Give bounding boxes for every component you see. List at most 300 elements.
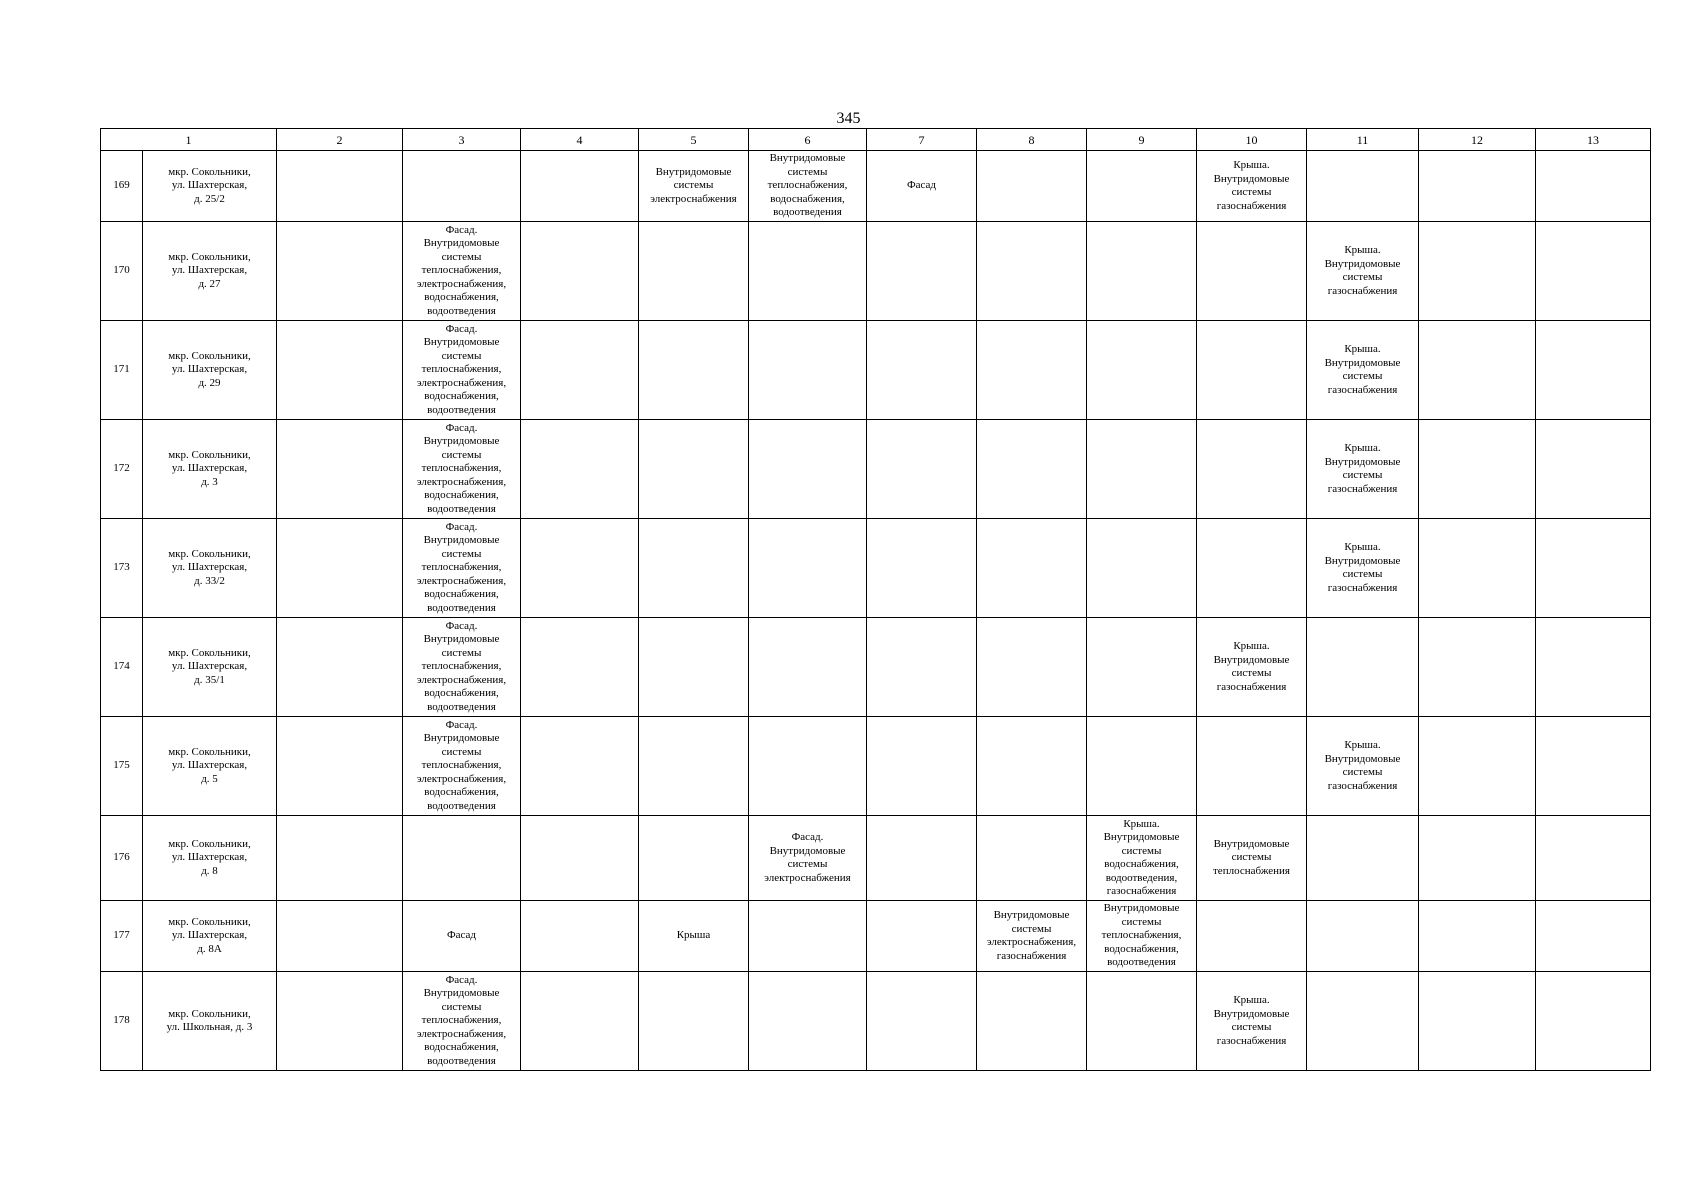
table-row xyxy=(101,618,1651,717)
address-cell xyxy=(143,519,277,618)
work-line: газоснабжения xyxy=(1327,383,1398,396)
work-line: водоснабжения, xyxy=(424,390,499,403)
work-line: Крыша. xyxy=(1233,159,1270,171)
address-line: мкр. Сокольники, xyxy=(168,915,251,928)
work-line: Фасад. xyxy=(445,520,478,533)
work-cell-c3 xyxy=(403,321,521,420)
work-line: Фасад xyxy=(906,179,937,192)
work-line: водоснабжения, xyxy=(1104,858,1179,870)
work-cell-c10 xyxy=(1197,816,1307,901)
work-cell-c6 xyxy=(749,420,867,519)
work-line: газоснабжения xyxy=(1216,1034,1287,1047)
work-cell-c4 xyxy=(521,151,639,222)
address-line: д. 8 xyxy=(201,864,218,877)
work-cell-c5 xyxy=(639,321,749,420)
work-cell-c5 xyxy=(639,222,749,321)
work-line: системы xyxy=(1121,915,1162,928)
work-line: теплоснабжения, xyxy=(421,363,502,376)
address-line: д. 29 xyxy=(198,376,221,389)
work-cell-c12 xyxy=(1419,321,1536,420)
work-line: системы xyxy=(441,250,482,263)
work-cell-c6 xyxy=(749,717,867,816)
work-cell-c12 xyxy=(1419,420,1536,519)
work-cell-c8 xyxy=(977,420,1087,519)
work-line: системы xyxy=(441,349,482,362)
work-cell-c9 xyxy=(1087,717,1197,816)
work-line: газоснабжения xyxy=(1327,581,1398,594)
column-header: 10 xyxy=(1197,129,1307,151)
address-line: ул. Школьная, д. 3 xyxy=(166,1021,253,1033)
work-cell-c6 xyxy=(749,618,867,717)
work-cell-c12 xyxy=(1419,972,1536,1071)
address-line: д. 35/1 xyxy=(194,673,225,686)
column-header: 1 xyxy=(101,129,277,151)
work-line: водоотведения xyxy=(427,304,496,317)
work-cell-c5 xyxy=(639,618,749,717)
work-line: Крыша. xyxy=(1344,541,1381,553)
work-line: водоснабжения, xyxy=(424,588,499,601)
work-line: Внутридомовые xyxy=(423,987,500,1000)
column-header: 13 xyxy=(1536,129,1651,151)
work-cell-c11 xyxy=(1307,618,1419,717)
work-line: Внутридомовые xyxy=(423,435,500,448)
work-line: водоснабжения, xyxy=(424,786,499,799)
address-cell xyxy=(143,816,277,901)
work-line: водоотведения, xyxy=(1105,871,1178,884)
work-line: Фасад. xyxy=(445,322,478,335)
row-number: 169 xyxy=(101,151,143,222)
work-line: Фасад. xyxy=(791,831,824,843)
table-row xyxy=(101,816,1651,901)
work-line: Внутридомовые xyxy=(769,152,846,165)
row-number: 171 xyxy=(101,321,143,420)
work-line: водоотведения xyxy=(773,206,842,219)
work-line: Фасад xyxy=(446,929,477,942)
work-line: Крыша. xyxy=(1344,739,1381,751)
work-cell-c12 xyxy=(1419,717,1536,816)
row-number: 174 xyxy=(101,618,143,717)
row-number: 176 xyxy=(101,816,143,901)
work-cell-c3 xyxy=(403,717,521,816)
address-line: мкр. Сокольники, xyxy=(168,837,251,850)
address-line: мкр. Сокольники, xyxy=(168,250,251,263)
address-line: д. 33/2 xyxy=(194,574,225,587)
work-line: теплоснабжения, xyxy=(421,462,502,475)
address-cell xyxy=(143,151,277,222)
work-cell-c12 xyxy=(1419,618,1536,717)
work-line: Внутридомовые xyxy=(993,909,1070,921)
column-header: 11 xyxy=(1307,129,1419,151)
work-line: Крыша. xyxy=(1123,817,1160,830)
address-line: ул. Шахтерская, xyxy=(171,264,248,277)
work-cell-c9 xyxy=(1087,321,1197,420)
work-line: газоснабжения xyxy=(996,949,1067,962)
work-line: Фасад. xyxy=(445,619,478,632)
work-line: водоснабжения, xyxy=(424,291,499,304)
row-number: 177 xyxy=(101,901,143,972)
work-cell-c4 xyxy=(521,717,639,816)
work-line: Внутридомовые xyxy=(423,336,500,349)
work-line: газоснабжения xyxy=(1216,199,1287,212)
work-cell-c5 xyxy=(639,519,749,618)
work-cell-c7 xyxy=(867,151,977,222)
work-cell-c12 xyxy=(1419,519,1536,618)
work-cell-c13 xyxy=(1536,717,1651,816)
work-cell-c13 xyxy=(1536,618,1651,717)
work-cell-c11 xyxy=(1307,717,1419,816)
work-cell-c13 xyxy=(1536,816,1651,901)
work-cell-c9 xyxy=(1087,618,1197,717)
work-cell-c3 xyxy=(403,420,521,519)
work-line: теплоснабжения, xyxy=(421,561,502,574)
work-cell-c6 xyxy=(749,816,867,901)
work-line: газоснабжения xyxy=(1327,482,1398,495)
work-line: Внутридомовые xyxy=(1324,752,1401,765)
work-line: водоотведения xyxy=(1107,956,1176,969)
address-line: мкр. Сокольники, xyxy=(168,349,251,362)
work-line: водоотведения xyxy=(427,601,496,614)
work-cell-c13 xyxy=(1536,321,1651,420)
work-line: Внутридомовые xyxy=(1324,356,1401,369)
address-cell xyxy=(143,222,277,321)
row-number: 172 xyxy=(101,420,143,519)
work-cell-c10 xyxy=(1197,519,1307,618)
work-cell-c4 xyxy=(521,972,639,1071)
work-line: системы xyxy=(1342,469,1383,481)
work-line: Внутридомовые xyxy=(1324,554,1401,567)
column-header: 7 xyxy=(867,129,977,151)
work-cell-c9 xyxy=(1087,420,1197,519)
address-line: ул. Шахтерская, xyxy=(171,363,248,376)
work-cell-c2 xyxy=(277,816,403,901)
work-cell-c3 xyxy=(403,816,521,901)
work-line: водоснабжения, xyxy=(424,687,499,700)
work-cell-c13 xyxy=(1536,222,1651,321)
work-line: Крыша. xyxy=(1344,244,1381,256)
work-cell-c3 xyxy=(403,901,521,972)
work-cell-c13 xyxy=(1536,519,1651,618)
work-line: системы xyxy=(441,448,482,461)
work-cell-c6 xyxy=(749,321,867,420)
work-cell-c8 xyxy=(977,618,1087,717)
address-line: ул. Шахтерская, xyxy=(171,660,248,673)
work-cell-c2 xyxy=(277,901,403,972)
work-line: водоотведения xyxy=(427,799,496,812)
work-line: водоснабжения, xyxy=(424,489,499,502)
table-row xyxy=(101,222,1651,321)
work-line: системы xyxy=(1342,370,1383,382)
work-cell-c10 xyxy=(1197,151,1307,222)
work-cell-c10 xyxy=(1197,420,1307,519)
work-line: Внутридомовые xyxy=(655,165,732,178)
work-cell-c10 xyxy=(1197,717,1307,816)
work-cell-c9 xyxy=(1087,222,1197,321)
address-line: д. 25/2 xyxy=(194,192,225,205)
work-line: электроснабжения, xyxy=(416,277,507,290)
work-cell-c4 xyxy=(521,901,639,972)
work-cell-c4 xyxy=(521,222,639,321)
work-cell-c5 xyxy=(639,420,749,519)
work-cell-c7 xyxy=(867,519,977,618)
work-line: водоотведения xyxy=(427,700,496,713)
work-line: Внутридомовые xyxy=(423,237,500,250)
table-row xyxy=(101,420,1651,519)
address-line: д. 8А xyxy=(197,942,222,955)
work-cell-c9 xyxy=(1087,519,1197,618)
work-line: электроснабжения, xyxy=(416,574,507,587)
work-line: системы xyxy=(1342,568,1383,580)
work-line: Внутридомовые xyxy=(1213,172,1290,185)
work-cell-c7 xyxy=(867,618,977,717)
work-cell-c10 xyxy=(1197,901,1307,972)
work-cell-c13 xyxy=(1536,901,1651,972)
work-cell-c9 xyxy=(1087,972,1197,1071)
work-cell-c4 xyxy=(521,618,639,717)
work-line: электроснабжения xyxy=(650,192,737,205)
work-line: Фасад. xyxy=(445,973,478,986)
work-cell-c7 xyxy=(867,972,977,1071)
work-line: системы xyxy=(1231,851,1272,864)
work-line: электроснабжения, xyxy=(416,376,507,389)
work-cell-c13 xyxy=(1536,151,1651,222)
column-header: 8 xyxy=(977,129,1087,151)
address-line: д. 3 xyxy=(201,475,218,488)
work-line: системы xyxy=(1231,186,1272,198)
address-line: д. 5 xyxy=(201,772,218,785)
work-cell-c6 xyxy=(749,151,867,222)
address-line: мкр. Сокольники, xyxy=(168,1007,251,1020)
work-line: теплоснабжения, xyxy=(421,660,502,673)
address-cell xyxy=(143,420,277,519)
column-header: 3 xyxy=(403,129,521,151)
work-cell-c5 xyxy=(639,972,749,1071)
work-line: системы xyxy=(1121,844,1162,857)
row-number: 170 xyxy=(101,222,143,321)
work-cell-c3 xyxy=(403,222,521,321)
address-cell xyxy=(143,618,277,717)
work-line: Внутридомовые xyxy=(1213,653,1290,666)
work-cell-c2 xyxy=(277,222,403,321)
work-line: газоснабжения xyxy=(1106,885,1177,897)
work-cell-c10 xyxy=(1197,618,1307,717)
work-line: электроснабжения, xyxy=(986,936,1077,948)
work-line: Внутридомовые xyxy=(1324,257,1401,270)
address-line: ул. Шахтерская, xyxy=(171,462,248,475)
work-line: системы xyxy=(1231,667,1272,679)
work-line: водоотведения xyxy=(427,403,496,416)
work-cell-c8 xyxy=(977,222,1087,321)
address-line: ул. Шахтерская, xyxy=(171,759,248,772)
column-header-row xyxy=(101,129,1651,151)
work-cell-c12 xyxy=(1419,151,1536,222)
work-line: Крыша. xyxy=(1344,442,1381,454)
work-cell-c11 xyxy=(1307,816,1419,901)
work-line: системы xyxy=(1342,271,1383,283)
address-line: мкр. Сокольники, xyxy=(168,448,251,461)
address-line: мкр. Сокольники, xyxy=(168,646,251,659)
work-cell-c9 xyxy=(1087,816,1197,901)
work-line: водоснабжения, xyxy=(424,1041,499,1054)
capital-repair-table xyxy=(100,128,1651,1071)
work-cell-c6 xyxy=(749,972,867,1071)
work-line: Фасад. xyxy=(445,223,478,236)
work-cell-c7 xyxy=(867,816,977,901)
work-line: системы xyxy=(787,858,828,870)
work-line: системы xyxy=(441,745,482,758)
work-cell-c3 xyxy=(403,151,521,222)
address-cell xyxy=(143,321,277,420)
work-line: водоснабжения, xyxy=(770,192,845,205)
work-cell-c2 xyxy=(277,519,403,618)
work-cell-c12 xyxy=(1419,901,1536,972)
work-cell-c2 xyxy=(277,618,403,717)
address-cell xyxy=(143,972,277,1071)
work-line: теплоснабжения, xyxy=(421,759,502,772)
work-line: газоснабжения xyxy=(1327,779,1398,792)
work-line: теплоснабжения, xyxy=(421,1014,502,1027)
work-line: теплоснабжения, xyxy=(767,179,848,192)
address-line: ул. Шахтерская, xyxy=(171,179,248,192)
address-line: мкр. Сокольники, xyxy=(168,745,251,758)
work-line: электроснабжения, xyxy=(416,673,507,686)
work-line: Фасад. xyxy=(445,718,478,731)
address-line: мкр. Сокольники, xyxy=(168,547,251,560)
work-cell-c8 xyxy=(977,972,1087,1071)
work-line: Внутридомовые xyxy=(423,633,500,646)
work-cell-c11 xyxy=(1307,151,1419,222)
work-line: электроснабжения, xyxy=(416,475,507,488)
work-line: водоснабжения, xyxy=(1104,942,1179,955)
table-row xyxy=(101,972,1651,1071)
work-line: электроснабжения, xyxy=(416,772,507,785)
work-cell-c11 xyxy=(1307,519,1419,618)
work-line: Внутридомовые xyxy=(423,534,500,547)
column-header: 2 xyxy=(277,129,403,151)
work-line: Крыша. xyxy=(1233,994,1270,1006)
work-cell-c7 xyxy=(867,222,977,321)
work-cell-c5 xyxy=(639,901,749,972)
work-cell-c10 xyxy=(1197,222,1307,321)
work-line: теплоснабжения, xyxy=(1101,929,1182,942)
work-cell-c2 xyxy=(277,717,403,816)
address-line: ул. Шахтерская, xyxy=(171,929,248,942)
column-header: 6 xyxy=(749,129,867,151)
work-line: системы xyxy=(441,547,482,560)
work-cell-c13 xyxy=(1536,972,1651,1071)
work-cell-c9 xyxy=(1087,151,1197,222)
work-line: Внутридомовые xyxy=(769,844,846,857)
work-line: системы xyxy=(787,165,828,178)
address-line: д. 27 xyxy=(198,277,221,290)
work-cell-c2 xyxy=(277,151,403,222)
work-cell-c8 xyxy=(977,519,1087,618)
work-line: системы xyxy=(673,179,714,192)
work-line: газоснабжения xyxy=(1216,680,1287,693)
work-cell-c8 xyxy=(977,717,1087,816)
table-row xyxy=(101,717,1651,816)
column-header: 5 xyxy=(639,129,749,151)
work-cell-c11 xyxy=(1307,972,1419,1071)
work-cell-c6 xyxy=(749,901,867,972)
work-line: системы xyxy=(1342,766,1383,778)
work-cell-c7 xyxy=(867,420,977,519)
address-line: ул. Шахтерская, xyxy=(171,561,248,574)
work-line: водоотведения xyxy=(427,1054,496,1067)
work-line: Крыша xyxy=(676,929,711,942)
work-line: Внутридомовые xyxy=(1324,455,1401,468)
work-cell-c13 xyxy=(1536,420,1651,519)
address-line: мкр. Сокольники, xyxy=(168,165,251,178)
work-line: Крыша. xyxy=(1233,640,1270,652)
work-cell-c4 xyxy=(521,519,639,618)
column-header: 12 xyxy=(1419,129,1536,151)
work-cell-c7 xyxy=(867,901,977,972)
work-cell-c9 xyxy=(1087,901,1197,972)
work-line: электроснабжения, xyxy=(416,1027,507,1040)
work-cell-c12 xyxy=(1419,222,1536,321)
work-cell-c11 xyxy=(1307,222,1419,321)
column-header: 4 xyxy=(521,129,639,151)
work-cell-c5 xyxy=(639,717,749,816)
work-line: Внутридомовые xyxy=(1213,1007,1290,1020)
work-cell-c4 xyxy=(521,321,639,420)
work-line: системы xyxy=(441,646,482,659)
work-line: системы xyxy=(1231,1021,1272,1033)
work-line: Внутридомовые xyxy=(423,732,500,745)
work-line: Внутридомовые xyxy=(1103,831,1180,843)
work-cell-c11 xyxy=(1307,321,1419,420)
work-cell-c5 xyxy=(639,816,749,901)
work-cell-c8 xyxy=(977,816,1087,901)
work-cell-c2 xyxy=(277,420,403,519)
work-cell-c11 xyxy=(1307,420,1419,519)
work-cell-c11 xyxy=(1307,901,1419,972)
work-cell-c8 xyxy=(977,901,1087,972)
address-cell xyxy=(143,901,277,972)
work-cell-c2 xyxy=(277,972,403,1071)
work-line: электроснабжения xyxy=(764,871,851,884)
work-line: Внутридомовые xyxy=(1213,837,1290,850)
row-number: 178 xyxy=(101,972,143,1071)
table-row xyxy=(101,321,1651,420)
page-number: 345 xyxy=(836,110,861,127)
work-cell-c5 xyxy=(639,151,749,222)
row-number: 173 xyxy=(101,519,143,618)
table-row xyxy=(101,519,1651,618)
work-cell-c6 xyxy=(749,519,867,618)
work-cell-c7 xyxy=(867,321,977,420)
work-cell-c4 xyxy=(521,816,639,901)
work-cell-c10 xyxy=(1197,321,1307,420)
work-cell-c3 xyxy=(403,618,521,717)
work-line: теплоснабжения, xyxy=(421,264,502,277)
work-cell-c8 xyxy=(977,321,1087,420)
work-cell-c8 xyxy=(977,151,1087,222)
work-line: газоснабжения xyxy=(1327,284,1398,297)
work-line: Фасад. xyxy=(445,421,478,434)
work-line: системы xyxy=(441,1000,482,1013)
work-cell-c12 xyxy=(1419,816,1536,901)
address-cell xyxy=(143,717,277,816)
address-line: ул. Шахтерская, xyxy=(171,851,248,864)
row-number: 175 xyxy=(101,717,143,816)
column-header: 9 xyxy=(1087,129,1197,151)
work-cell-c7 xyxy=(867,717,977,816)
work-line: системы xyxy=(1011,922,1052,935)
work-cell-c4 xyxy=(521,420,639,519)
work-cell-c3 xyxy=(403,519,521,618)
work-cell-c6 xyxy=(749,222,867,321)
